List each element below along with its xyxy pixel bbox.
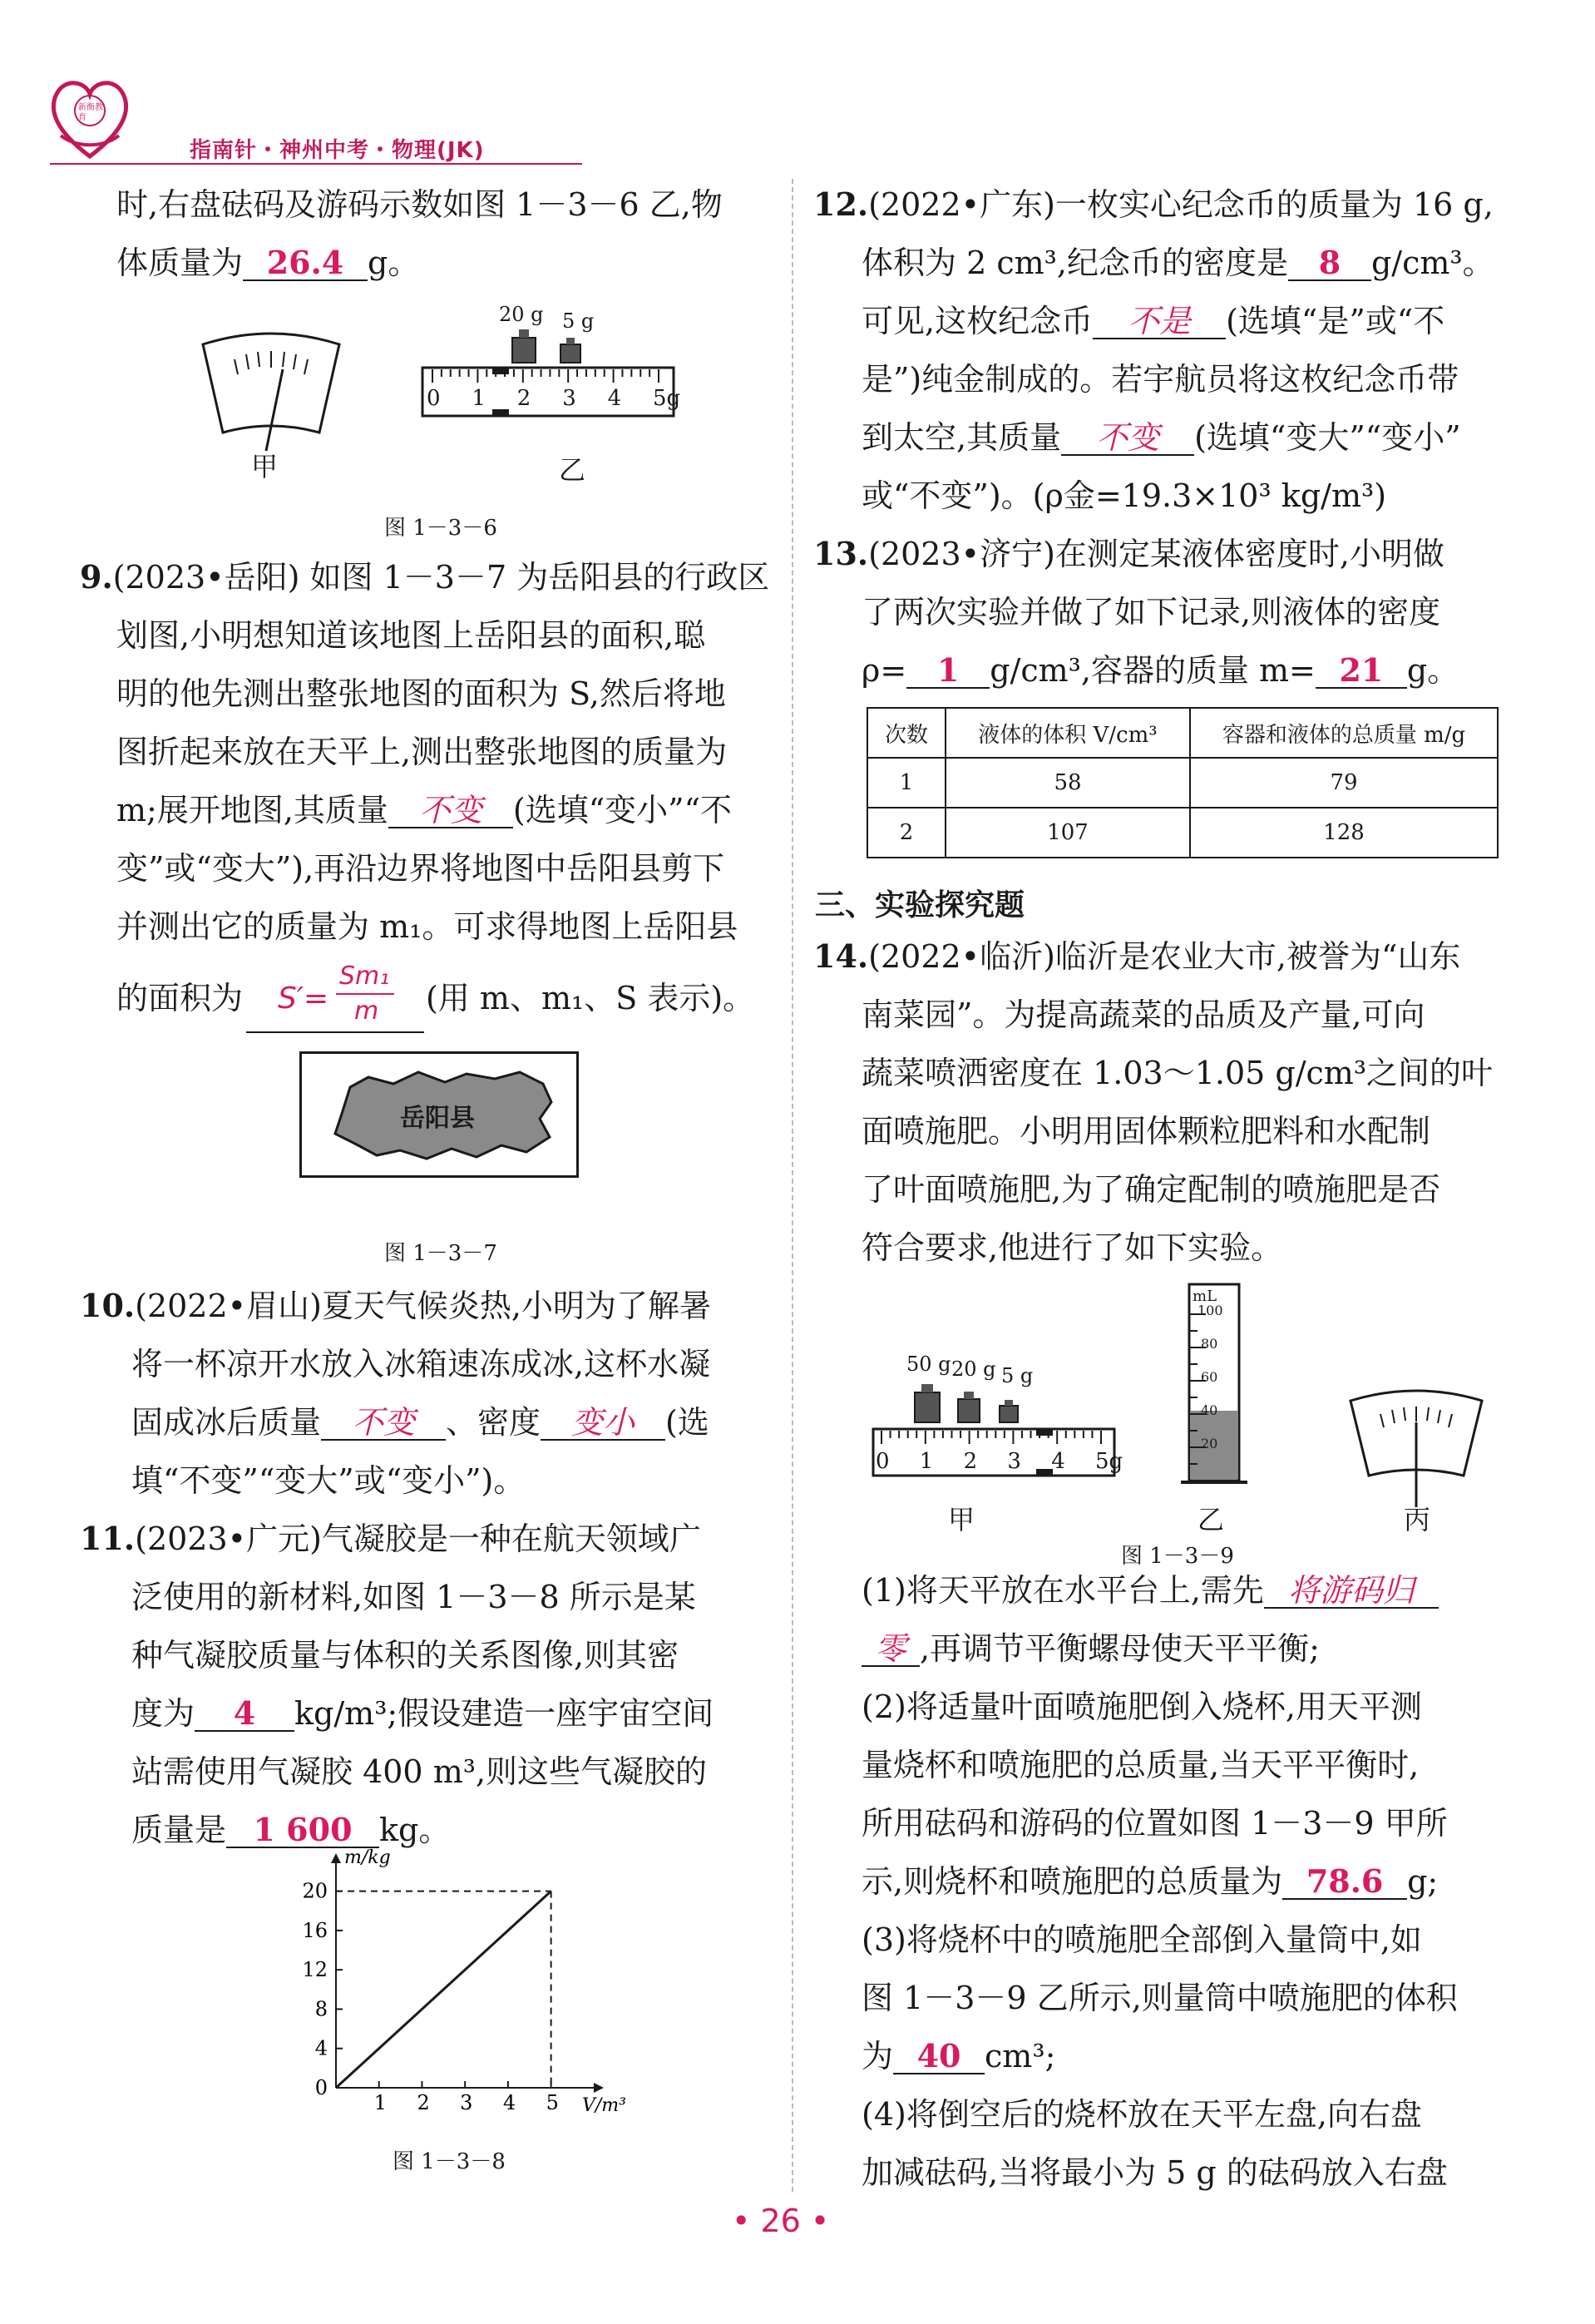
fig136-label-jia: 甲 — [251, 451, 279, 482]
table-cell: 128 — [1190, 808, 1498, 858]
q13-table — [867, 707, 1499, 858]
q8-answer: 26.4 — [243, 246, 368, 281]
q14-line5: 了叶面喷施肥,为了确定配制的喷施肥是否 — [862, 1171, 1441, 1208]
table-row — [867, 758, 1498, 808]
q11-line1: 11.(2023•广元)气凝胶是一种在航天领域广 — [80, 1520, 701, 1557]
fig139-cyl-mark: 80 — [1201, 1336, 1218, 1352]
q10-line1: 10.(2022•眉山)夏天气候炎热,小明为了解暑 — [80, 1287, 711, 1324]
fig139-cyl-mark: 60 — [1201, 1369, 1218, 1385]
q14-step1-line1: (1)将天平放在水平台上,需先 将游码归 — [862, 1574, 1439, 1609]
q14-step2-answer: 78.6 — [1282, 1865, 1407, 1900]
fig139-label-jia: 甲 — [948, 1504, 975, 1535]
q10-line4: 填“不变”“变大”或“变小”)。 — [131, 1462, 526, 1499]
fig138-caption: 图 1－3－8 — [393, 2149, 506, 2174]
scale-tick-label: 5g — [1095, 1449, 1123, 1474]
q14-step1-answer-b: 零 — [862, 1632, 920, 1667]
fig139-cyl-mark: 20 — [1201, 1436, 1218, 1451]
q10-line2: 将一杯凉开水放入冰箱速冻成冰,这杯水凝 — [131, 1346, 711, 1382]
q14-step2-line4: 示,则烧杯和喷施肥的总质量为 78.6 g; — [862, 1862, 1439, 1900]
q14-step2-line3: 所用砝码和游码的位置如图 1－3－9 甲所 — [862, 1805, 1448, 1842]
q14-step3-line3: 为 40 cm³; — [862, 2037, 1056, 2074]
q10-answer1: 不变 — [321, 1406, 446, 1441]
table-cell: 58 — [946, 758, 1190, 808]
scale-tick-label: 2 — [963, 1449, 978, 1474]
q13-answer1: 1 — [906, 654, 990, 689]
q11-line2: 泛使用的新材料,如图 1－3－8 所示是某 — [131, 1579, 696, 1615]
table-header: 液体的体积 V/cm³ — [946, 708, 1190, 758]
q14-step2-line1: (2)将适量叶面喷施肥倒入烧杯,用天平测 — [862, 1689, 1422, 1725]
scale-tick-label: 1 — [472, 386, 486, 411]
q8-line1: 时,右盘砝码及游码示数如图 1－3－6 乙,物 — [116, 186, 723, 223]
scale-tick-label: 3 — [562, 386, 576, 411]
q14-step3-line2: 图 1－3－9 乙所示,则量筒中喷施肥的体积 — [862, 1980, 1458, 2016]
scale-tick-label: 3 — [1007, 1449, 1021, 1474]
q9-line8-pre: 的面积为 — [116, 980, 244, 1016]
table-header: 容器和液体的总质量 m/g — [1190, 708, 1498, 758]
q9-line4: 图折起来放在天平上,测出整张地图的质量为 — [116, 734, 728, 770]
fig139-dial — [1346, 1384, 1487, 1509]
fig139-cylinder-unit: mL — [1193, 1288, 1217, 1305]
x-axis-arrow — [594, 2083, 604, 2093]
q14-line1: 14.(2022•临沂)临沂是农业大市,被誉为“山东 — [813, 937, 1461, 975]
x-tick-label: 4 — [502, 2091, 516, 2114]
y-tick-label: 8 — [314, 1997, 328, 2021]
q11-line4: 度为 4 kg/m³;假设建造一座宇宙空间 — [131, 1694, 714, 1732]
q9-line6: 变”或“变大”),再沿边界将地图中岳阳县剪下 — [116, 850, 725, 887]
table-cell: 1 — [867, 758, 946, 808]
fig137-caption: 图 1－3－7 — [384, 1241, 497, 1266]
fig136-dial — [196, 326, 346, 451]
column-divider — [792, 179, 793, 2192]
series-line — [336, 1891, 551, 2088]
y-axis-label: m/kg — [344, 1847, 391, 1868]
y-tick-label: 0 — [314, 2076, 328, 2099]
fig136-weight-5: 5 g — [562, 309, 595, 333]
q11-line3: 种气凝胶质量与体积的关系图像,则其密 — [131, 1637, 679, 1674]
y-axis-arrow — [331, 1853, 341, 1863]
page-number: • 26 • — [732, 2203, 830, 2239]
q12-line3: 可见,这枚纪念币 不是 (选填“是”或“不 — [862, 303, 1445, 339]
table-cell: 2 — [867, 808, 946, 858]
q14-step4-line1: (4)将倒空后的烧杯放在天平左盘,向右盘 — [862, 2096, 1422, 2133]
q14-step2-line2: 量烧杯和喷施肥的总质量,当天平平衡时, — [862, 1747, 1420, 1783]
scale-tick-label: 0 — [876, 1449, 890, 1474]
fig136-caption: 图 1－3－6 — [384, 516, 497, 541]
q13-line2: 了两次实验并做了如下记录,则液体的密度 — [862, 594, 1441, 630]
q8-line2: 体质量为 26.4 g。 — [116, 244, 420, 281]
q10-answer2: 变小 — [541, 1406, 665, 1441]
y-tick-label: 20 — [302, 1879, 328, 1903]
q13-answer2: 21 — [1316, 654, 1407, 689]
fig139-label-yi: 乙 — [1197, 1504, 1225, 1535]
q14-step1-line2: 零 ,再调节平衡螺母使天平平衡; — [862, 1632, 1320, 1667]
fig136-scale — [421, 299, 679, 416]
table-header-row — [867, 708, 1498, 758]
q14-step1-answer-a: 将游码归 — [1264, 1574, 1439, 1609]
q11-answer2: 1 600 — [226, 1813, 379, 1848]
q12-line6: 或“不变”)。(ρ金=19.3×10³ kg/m³) — [862, 477, 1387, 514]
section-title: 三、实验探究题 — [815, 888, 1025, 922]
q13-line1: 13.(2023•济宁)在测定某液体密度时,小明做 — [813, 535, 1444, 572]
scale-tick-label: 0 — [427, 386, 441, 411]
fig139-label-bing: 丙 — [1404, 1504, 1431, 1535]
scale-tick-label: 5g — [653, 386, 681, 411]
q14-line2: 南菜园”。为提高蔬菜的品质及产量,可向 — [862, 996, 1425, 1033]
x-tick-label: 5 — [546, 2091, 559, 2114]
scale-tick-label: 4 — [607, 386, 622, 411]
scale-tick-label: 4 — [1051, 1449, 1065, 1474]
q9-answer2: S′= Sm₁ m — [246, 957, 424, 1033]
y-tick-label: 16 — [302, 1918, 328, 1942]
q12-line5: 到太空,其质量 不变 (选填“变大”“变小” — [862, 419, 1461, 456]
q12-line1: 12.(2022•广东)一枚实心纪念币的质量为 16 g, — [813, 185, 1494, 223]
x-tick-label: 3 — [460, 2091, 473, 2114]
fig136-label-yi: 乙 — [559, 454, 586, 486]
fig137-map-label: 岳阳县 — [400, 1104, 475, 1133]
header-title: 指南针・神州中考・物理(JK) — [190, 138, 485, 163]
q9-line2: 划图,小明想知道该地图上岳阳县的面积,聪 — [116, 617, 706, 654]
q14-line3: 蔬菜喷洒密度在 1.03～1.05 g/cm³之间的叶 — [862, 1055, 1494, 1091]
q12-answer2: 不是 — [1093, 304, 1226, 339]
q10-line3: 固成冰后质量 不变 、密度 变小 (选 — [131, 1404, 709, 1441]
table-cell: 79 — [1190, 758, 1498, 808]
table-row — [867, 808, 1498, 858]
q12-answer1: 8 — [1288, 246, 1371, 281]
x-tick-label: 2 — [417, 2091, 430, 2114]
fig139-caption: 图 1－3－9 — [1121, 1544, 1234, 1569]
logo-text: 新衡教育 — [78, 103, 103, 122]
q9-line7: 并测出它的质量为 m₁。可求得地图上岳阳县 — [116, 908, 738, 945]
q13-line3: ρ= 1 g/cm³,容器的质量 m= 21 g。 — [862, 651, 1459, 689]
q14-line6: 符合要求,他进行了如下实验。 — [862, 1229, 1283, 1266]
q9-line8-post: (用 m、m₁、S 表示)。 — [426, 980, 755, 1016]
q12-line2: 体积为 2 cm³,纪念币的密度是 8 g/cm³。 — [862, 244, 1494, 281]
table-cell: 107 — [946, 808, 1190, 858]
q12-answer3: 不变 — [1061, 421, 1194, 456]
q11-line5: 站需使用气凝胶 400 m³,则这些气凝胶的 — [131, 1753, 708, 1790]
q11-answer1: 4 — [195, 1697, 294, 1732]
fig139-weight-20: 20 g — [951, 1357, 996, 1381]
fig136-weight-20: 20 g — [499, 303, 544, 326]
page-header — [48, 73, 580, 173]
q12-line4: 是”)纯金制成的。若宇航员将这枚纪念币带 — [862, 361, 1459, 398]
scale-tick-label: 2 — [516, 386, 531, 411]
fig139-cyl-mark: 40 — [1201, 1402, 1218, 1418]
header-rule — [50, 163, 582, 165]
q11-line6: 质量是 1 600 kg。 — [131, 1811, 451, 1848]
x-tick-label: 1 — [373, 2091, 388, 2114]
q14-step3-answer: 40 — [893, 2040, 985, 2074]
table-header: 次数 — [867, 708, 946, 758]
fig137-frame — [299, 1051, 579, 1178]
y-tick-label: 4 — [314, 2036, 328, 2060]
q9-line5: m;展开地图,其质量 不变 (选填“变小”“不 — [116, 792, 733, 828]
fig139-cyl-mark: 100 — [1197, 1303, 1223, 1318]
fig139-weight-5: 5 g — [1001, 1364, 1034, 1387]
q9-line3: 明的他先测出整张地图的面积为 S,然后将地 — [116, 675, 726, 712]
q14-step3-line1: (3)将烧杯中的喷施肥全部倒入量筒中,如 — [862, 1921, 1422, 1958]
fig139-weight-50: 50 g — [906, 1352, 951, 1376]
q14-line4: 面喷施肥。小明用固体颗粒肥料和水配制 — [862, 1113, 1431, 1150]
q9-line1: 9.(2023•岳阳) 如图 1－3－7 为岳阳县的行政区 — [80, 558, 770, 596]
fig138-chart — [296, 1847, 629, 2121]
q14-step4-line2: 加减砝码,当将最小为 5 g 的砝码放入右盘 — [862, 2154, 1448, 2191]
scale-tick-label: 1 — [919, 1449, 934, 1474]
x-axis-label: V/m³ — [582, 2095, 626, 2116]
y-tick-label: 12 — [302, 1958, 328, 1982]
q9-answer1: 不变 — [388, 794, 513, 828]
